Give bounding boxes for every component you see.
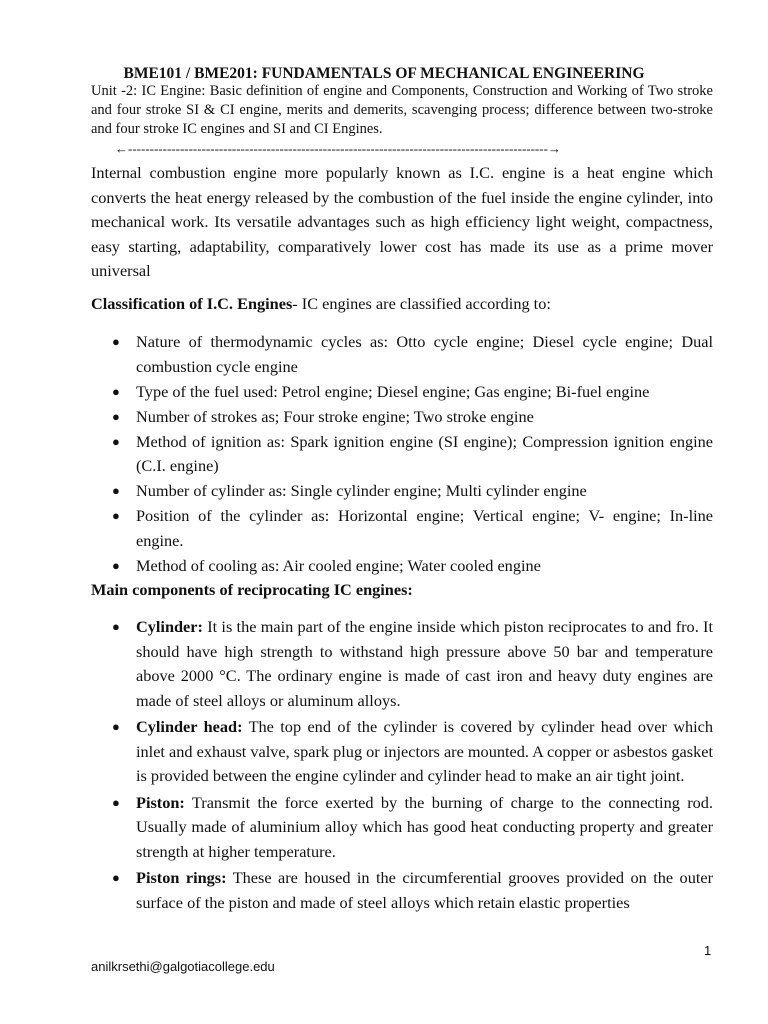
component-term: Cylinder head: — [136, 717, 243, 736]
intro-paragraph: Internal combustion engine more popularly known as I.C. engine is a heat engine which converts the heat energy released by the combustion of the fuel inside the engine cylinder, into mechanical work. Its versatile advantages such as high efficiency light weight, compactness, easy starting, adaptability, comparatively lower cost has made its use as a prime mover universal — [91, 163, 713, 280]
list-item-text: Type of the fuel used: Petrol engine; Diesel engine; Gas engine; Bi-fuel engine — [136, 381, 650, 401]
component-term: Piston rings: — [136, 868, 227, 887]
list-item — [91, 615, 713, 713]
bullet-icon: ● — [112, 433, 120, 449]
bullet-icon: ● — [112, 383, 120, 399]
bullet-icon: ● — [112, 334, 120, 349]
list-item-text: Nature of thermodynamic cycles as: Otto cycle engine; Diesel cycle engine; Dual combustion cycle engine — [136, 332, 713, 376]
bullet-icon: ● — [112, 870, 120, 885]
list-item — [91, 479, 713, 504]
arrow-separator: ←-------------------------------------------------------------------------------------------------→ — [115, 141, 561, 156]
component-term: Piston: — [136, 792, 185, 812]
list-item — [91, 504, 713, 553]
list-item — [91, 866, 713, 915]
list-item — [91, 380, 713, 405]
list-item-text: Method of ignition as: Spark ignition engine (SI engine); Compression ignition engine (C.I. engine) — [136, 431, 713, 475]
bullet-icon: ● — [112, 508, 120, 523]
classification-heading-rest: - IC engines are classified according to: — [292, 294, 551, 313]
document-title: BME101 / BME201: FUNDAMENTALS OF MECHANICAL ENGINEERING — [123, 65, 645, 82]
component-text: The top end of the cylinder is covered by cylinder head over which inlet and exhaust valve, spark plug or injectors are mounted. A copper or asbestos gasket is provided between the engine cylinder and cylinder head to make an air tight joint. — [136, 717, 714, 785]
component-text: It is the main part of the engine inside which piston reciprocates to and fro. It should have high strength to withstand high pressure above 50 bar and temperature above 2000 °C. The ordinary engine is made of cast iron and heavy duty engines are made of steel alloys or aluminum alloys. — [136, 617, 713, 710]
component-text: Transmit the force exerted by the burning of charge to the connecting rod. Usually made of aluminium alloy which has good heat conducting property and greater strength at higher temperature. — [136, 792, 713, 861]
bullet-icon: ● — [112, 408, 120, 424]
list-item — [91, 430, 713, 479]
list-item-text: Number of cylinder as: Single cylinder engine; Multi cylinder engine — [136, 481, 587, 500]
classification-heading — [91, 292, 713, 316]
classification-heading-bold: Classification of I.C. Engines — [91, 294, 293, 313]
list-item — [91, 554, 713, 579]
page-number: 1 — [704, 943, 712, 958]
bullet-icon: ● — [112, 557, 120, 573]
component-text: These are housed in the circumferential grooves provided on the outer surface of the piston and made of steel alloys which retain elastic properties — [136, 868, 714, 912]
component-term: Cylinder: — [136, 617, 203, 636]
bullet-icon: ● — [112, 794, 120, 810]
unit-description: Unit -2: IC Engine: Basic definition of engine and Components, Construction and Working of Two stroke and four stroke SI & CI engine, merits and demerits, scavenging process; difference between two-stroke and four stroke IC engines and SI and CI Engines. — [91, 83, 713, 137]
list-item — [91, 405, 713, 430]
list-item — [91, 330, 713, 379]
components-heading: Main components of reciprocating IC engines: — [91, 580, 413, 599]
bullet-icon: ● — [112, 719, 120, 734]
footer-email: anilkrsethi@galgotiacollege.edu — [91, 959, 275, 974]
components-list — [91, 615, 713, 915]
list-item — [91, 715, 713, 789]
list-item — [91, 791, 713, 865]
list-item-text: Number of strokes as; Four stroke engine; Two stroke engine — [136, 406, 534, 426]
bullet-icon: ● — [112, 483, 120, 498]
list-item-text: Position of the cylinder as: Horizontal engine; Vertical engine; V- engine; In-line engine. — [136, 506, 713, 550]
list-item-text: Method of cooling as: Air cooled engine; Water cooled engine — [136, 555, 541, 575]
classification-list — [91, 330, 713, 579]
bullet-icon: ● — [112, 619, 120, 634]
